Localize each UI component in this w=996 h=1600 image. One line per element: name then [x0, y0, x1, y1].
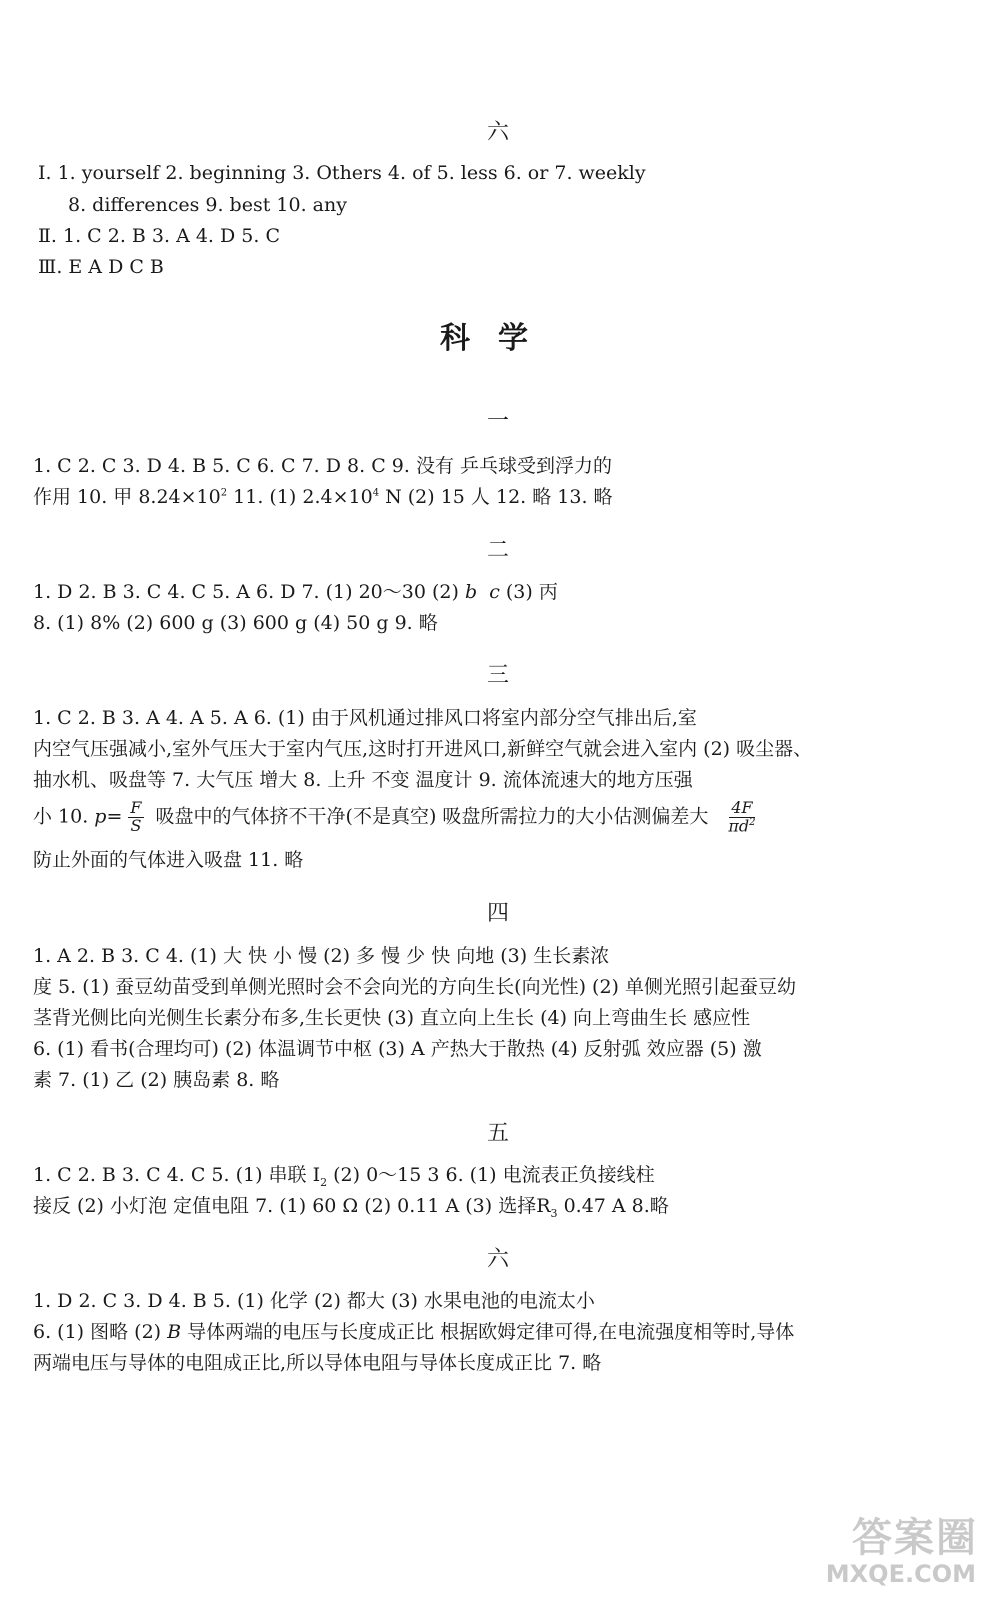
- exponent-2: 4: [372, 487, 380, 499]
- section-one-line-2-part-c: N (2) 15 人 12. 略 13. 略: [379, 486, 613, 508]
- section-one-line-2-part-a: 作用 10. 甲 8.24×10: [33, 486, 221, 508]
- pressure-symbol: p: [94, 805, 107, 828]
- fraction-4f-over-pid2: [728, 800, 755, 835]
- section-three-line-4-part-a: 小 10.: [33, 805, 95, 828]
- english-line-4: Ⅲ. E A D C B: [38, 256, 164, 278]
- section-five-line-2-part-a: 接反 (2) 小灯泡 定值电阻 7. (1) 60 Ω (2) 0.11 A (3) 选择R: [33, 1195, 551, 1217]
- equals-sign: =: [106, 805, 123, 828]
- section-five-line-1-part-b: (2) 0～15 3 6. (1) 电流表正负接线柱: [327, 1164, 655, 1186]
- english-line-2: 8. differences 9. best 10. any: [68, 194, 347, 216]
- current-subscript: 2: [320, 1175, 328, 1189]
- answer-b-italic: b: [464, 581, 478, 603]
- section-four-line-5: 素 7. (1) 乙 (2) 胰岛素 8. 略: [33, 1069, 280, 1091]
- section-five-line-1: [33, 1166, 966, 1188]
- section-three-line-1: 1. C 2. B 3. A 4. A 5. A 6. (1) 由于风机通过排风口将室内部分空气排出后,室: [33, 707, 697, 729]
- section-two-line-1: [33, 583, 966, 602]
- section-four-line-2: 度 5. (1) 蚕豆幼苗受到单侧光照时会不会向光的方向生长(向光性) (2) 单侧光照引起蚕豆幼: [33, 976, 796, 998]
- section-five-line-1-part-a: 1. C 2. B 3. C 4. C 5. (1) 串联 I: [33, 1164, 321, 1186]
- section-title-three: 三: [486, 663, 509, 688]
- section-three-line-4-part-b: 吸盘中的气体挤不干净(不是真空) 吸盘所需拉力的大小估测偏差大: [149, 805, 709, 828]
- section-one-line-2-part-b: 11. (1) 2.4×10: [227, 486, 373, 508]
- section-two-line-1-part-a: 1. D 2. B 3. C 4. C 5. A 6. D 7. (1) 20～30 (2): [33, 581, 465, 603]
- fraction-f-over-s: [128, 800, 143, 835]
- fraction-numerator: F: [130, 798, 142, 818]
- section-five-line-2-part-b: 0.47 A 8.略: [557, 1195, 669, 1217]
- section-title-two: 二: [486, 538, 509, 563]
- section-title-one: 一: [486, 409, 509, 434]
- section-four-line-1: 1. A 2. B 3. C 4. (1) 大 快 小 慢 (2) 多 慢 少 快 向地 (3) 生长素浓: [33, 945, 610, 967]
- fraction-numerator-4f: 4F: [731, 798, 753, 817]
- watermark-text-bottom: MXQE.COM: [825, 1560, 976, 1588]
- section-six-line-2-part-a: 6. (1) 图略 (2): [33, 1321, 168, 1343]
- watermark-text-top: 答案圈: [852, 1514, 978, 1561]
- fraction-denominator: S: [130, 815, 142, 835]
- section-title-five: 五: [486, 1121, 509, 1146]
- section-six-line-3: 两端电压与导体的电阻成正比,所以导体电阻与导体长度成正比 7. 略: [33, 1352, 602, 1374]
- section-title-english-six: 六: [486, 120, 509, 145]
- subject-title-science: 科学: [440, 321, 556, 356]
- exponent-1: 2: [220, 487, 228, 499]
- section-three-line-3: 抽水机、吸盘等 7. 大气压 增大 8. 上升 不变 温度计 9. 流体流速大的地方压强: [33, 769, 693, 791]
- squared: 2: [749, 816, 756, 828]
- section-one-line-1: 1. C 2. C 3. D 4. B 5. C 6. C 7. D 8. C 9. 没有 乒乓球受到浮力的: [33, 455, 612, 477]
- answer-c-italic: c: [489, 581, 500, 603]
- resistor-subscript: 3: [550, 1206, 558, 1220]
- section-six-line-2-part-b: 导体两端的电压与长度成正比 根据欧姆定律可得,在电流强度相等时,导体: [181, 1321, 795, 1343]
- section-two-line-1-part-d: (3) 丙: [499, 581, 558, 603]
- section-title-six: 六: [486, 1247, 509, 1272]
- section-five-line-2: [33, 1197, 966, 1219]
- section-three-line-4: [33, 800, 966, 835]
- english-line-1: Ⅰ. 1. yourself 2. beginning 3. Others 4. of 5. less 6. or 7. weekly: [38, 162, 646, 184]
- section-three-line-2: 内空气压强减小,室外气压大于室内气压,这时打开进风口,新鲜空气就会进入室内 (2) 吸尘器、: [33, 738, 813, 760]
- section-two-line-2: 8. (1) 8% (2) 600 g (3) 600 g (4) 50 g 9. 略: [33, 612, 438, 634]
- section-four-line-3: 茎背光侧比向光侧生长素分布多,生长更快 (3) 直立向上生长 (4) 向上弯曲生长 感应性: [33, 1007, 751, 1029]
- section-title-four: 四: [486, 901, 509, 926]
- watermark-logo: [788, 1506, 978, 1588]
- section-four-line-4: 6. (1) 看书(合理均可) (2) 体温调节中枢 (3) A 产热大于散热 (4) 反射弧 效应器 (5) 激: [33, 1038, 762, 1060]
- pi-d: πd: [728, 816, 750, 836]
- section-one-line-2: [33, 488, 966, 507]
- section-three-line-5: 防止外面的气体进入吸盘 11. 略: [33, 849, 304, 871]
- section-six-line-1: 1. D 2. C 3. D 4. B 5. (1) 化学 (2) 都大 (3) 水果电池的电流太小: [33, 1290, 595, 1312]
- english-line-3: Ⅱ. 1. C 2. B 3. A 4. D 5. C: [38, 225, 280, 247]
- section-six-line-2: [33, 1323, 966, 1342]
- fraction-denominator-pid2: [728, 818, 755, 835]
- answer-b-italic-six: B: [167, 1321, 182, 1343]
